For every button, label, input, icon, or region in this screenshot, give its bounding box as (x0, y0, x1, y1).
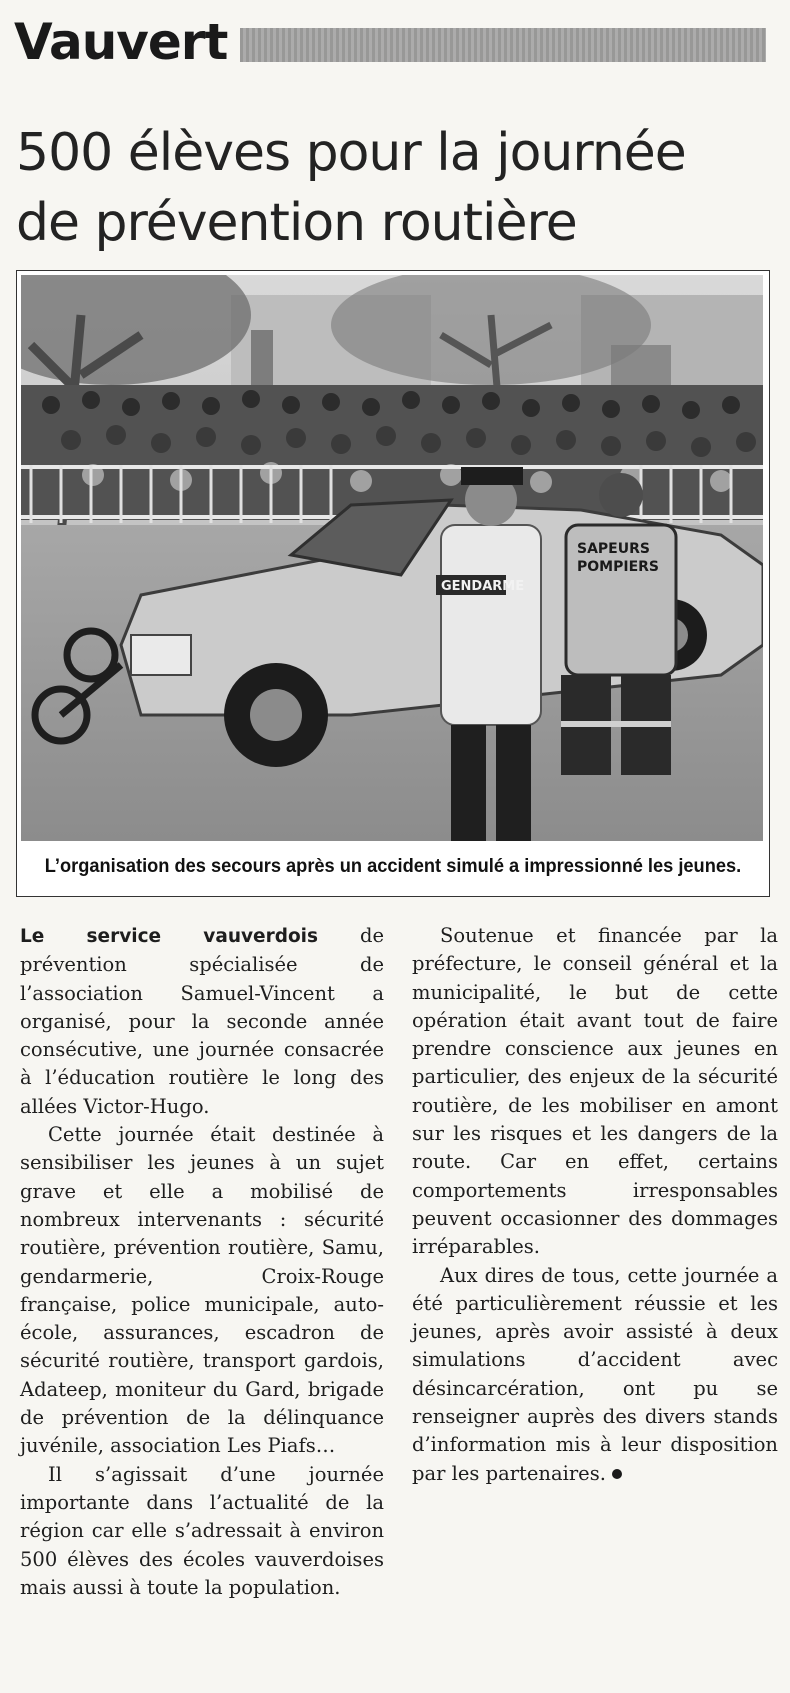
paragraph-4: Soutenue et financée par la préfecture, le conseil général et la municipalité, le but de cette opération était avant tout de faire prendre conscience aux jeunes en particulier, des enjeux de la sécurité routière, de les mobiliser en amont sur les risques et les dangers de la route. Car en effet, certains comportements irresponsables peuvent occasionner des dommages irréparables. (412, 924, 778, 1259)
paragraph-3: Il s’agissait d’une journée importante dans l’actualité de la région car elle s’adressait à environ 500 élèves des écoles vauverdoises mais aussi à toute la population. (20, 1462, 384, 1599)
headline-line-2: de prévention routière (16, 193, 577, 253)
lead-in: Le service vauverdois (20, 926, 319, 947)
headline-line-1: 500 élèves pour la journée (16, 123, 686, 183)
accident-simulation-photo (21, 275, 763, 841)
paragraph-1-text: de prévention spécialisée de l’association Samuel-Vincent a organisé, pour la seconde année consécutive, une journée consacrée à l’éducation routière le long des allées Victor-Hugo. (20, 924, 384, 1118)
photo-caption: L’organisation des secours après un accident simulé a impressionné les jeunes. (44, 856, 742, 877)
section-header (14, 14, 776, 74)
vest-label-bottom: POMPIERS (577, 559, 659, 575)
article-column-right (412, 922, 778, 1488)
end-mark-icon (612, 1469, 622, 1479)
article-column-left (20, 922, 384, 1602)
article-headline (16, 118, 756, 258)
paragraph-5-text: Aux dires de tous, cette journée a été particulièrement réussie et les jeunes, après avoir assisté à deux simulations d’accident avec désincarcération, ont pu se renseigner auprès des divers stands d’information mis à leur disposition par les partenaires. (412, 1263, 778, 1485)
vest-label-top: SAPEURS (577, 541, 650, 557)
paragraph-5 (412, 1262, 778, 1488)
paragraph-1 (20, 922, 384, 1121)
armband-label: GENDARME (441, 579, 525, 594)
paragraph-2: Cette journée était destinée à sensibiliser les jeunes à un sujet grave et elle a mobilisé de nombreux intervenants : sécurité routière, prévention routière, Samu, gendarmerie, Croix-Rouge française, police municipale, auto-école, assurances, escadron de sécurité routière, transport gardois, Adateep, moniteur du Gard, brigade de prévention de la délinquance juvénile, association Les Piafs… (20, 1123, 384, 1458)
town-name: Vauvert (14, 13, 228, 71)
header-rule-bar (240, 28, 766, 62)
photo-frame (16, 270, 770, 897)
